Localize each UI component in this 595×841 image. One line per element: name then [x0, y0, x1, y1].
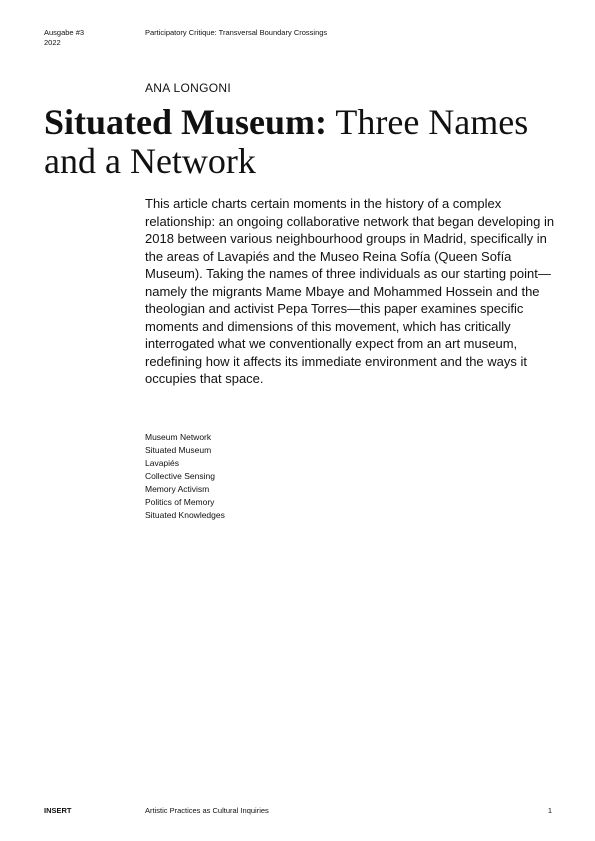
keyword-list [145, 431, 225, 522]
abstract: This article charts certain moments in the history of a complex relationship: an ongoing collaborative network that began developing in 2018 between various neighbourhood groups in Madrid, specifically in the areas of Lavapiés and the Museo Reina Sofía (Queen Sofía Museum). Taking the names of three individuals as our starting point—namely the migrants Mame Mbaye and Mohammed Hossein and the theologian and activist Pepa Torres—this paper examines specific moments and dimensions of this movement, which has critically interrogated what we conventionally expect from an art museum, redefining how it affects its immediate environment and the ways it occupies that space. [145, 196, 555, 386]
keyword: Memory Activism [145, 484, 210, 494]
keyword: Lavapiés [145, 458, 180, 468]
footer-series-title: Artistic Practices as Cultural Inquiries [145, 806, 269, 815]
keyword: Situated Knowledges [145, 510, 225, 520]
keyword: Politics of Memory [145, 497, 215, 507]
keyword: Collective Sensing [145, 471, 215, 481]
footer-brand: INSERT [44, 806, 72, 815]
article-title [44, 103, 564, 181]
keyword: Museum Network [145, 432, 212, 442]
article-title-rest: Three Names and a Network [44, 102, 529, 181]
issue-number: Ausgabe #3 [44, 28, 85, 37]
issue-year: 2022 [44, 37, 61, 47]
issue-info [44, 28, 84, 47]
article-title-bold: Situated Museum: [44, 102, 328, 142]
page-number: 1 [547, 806, 552, 815]
running-header-title: Participatory Critique: Transversal Boundary Crossings [145, 28, 328, 37]
keyword: Situated Museum [145, 445, 212, 455]
author-name: ANA LONGONI [145, 81, 231, 95]
